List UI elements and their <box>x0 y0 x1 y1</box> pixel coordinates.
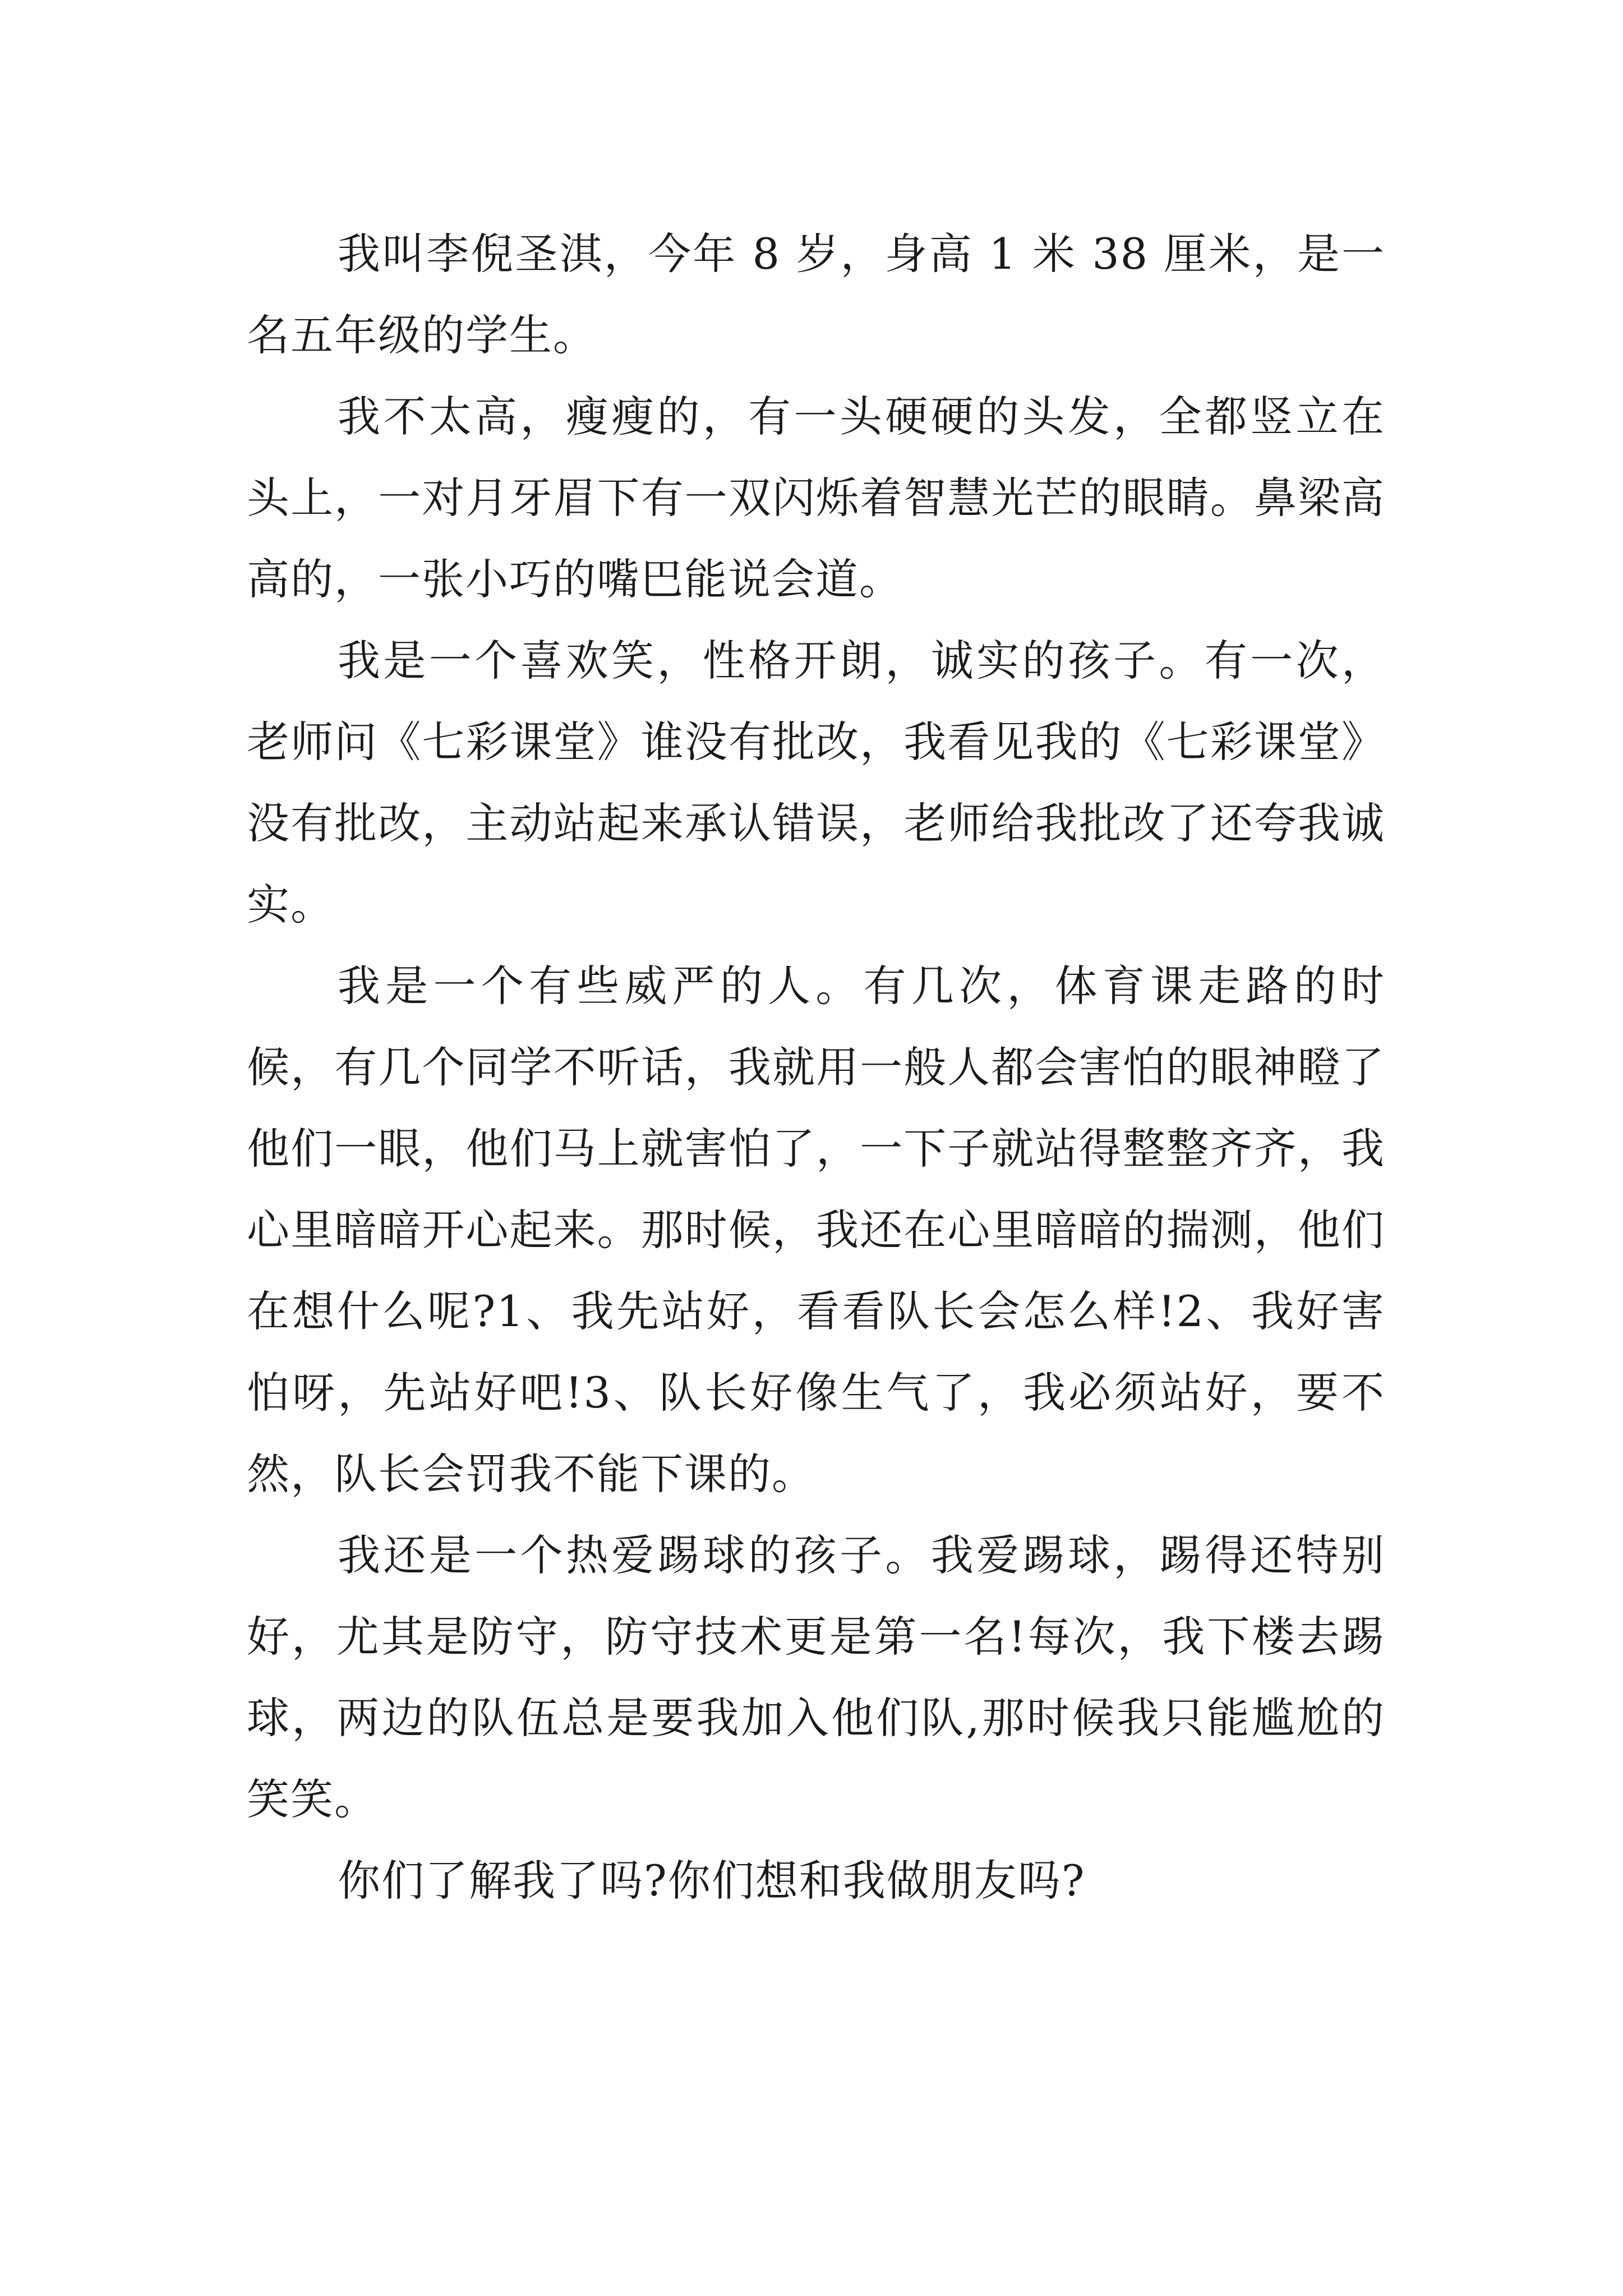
paragraph-3: 我是一个喜欢笑，性格开朗，诚实的孩子。有一次，老师问《七彩课堂》谁没有批改，我看见我的《七彩课堂》没有批改，主动站起来承认错误，老师给我批改了还夸我诚实。 <box>247 636 1385 930</box>
paragraph-1: 我叫李倪圣淇，今年 8 岁，身高 1 米 38 厘米，是一名五年级的学生。 <box>247 229 1385 360</box>
paragraph-5: 我还是一个热爱踢球的孩子。我爱踢球，踢得还特别好，尤其是防守，防守技术更是第一名!每次，我下楼去踢球，两边的队伍总是要我加入他们队,那时候我只能尴尬的笑笑。 <box>247 1530 1385 1824</box>
document-body <box>247 213 1385 1921</box>
paragraph-2: 我不太高，瘦瘦的，有一头硬硬的头发，全都竖立在头上，一对月牙眉下有一双闪烁着智慧光芒的眼睛。鼻梁高高的，一张小巧的嘴巴能说会道。 <box>247 392 1385 604</box>
paragraph-4: 我是一个有些威严的人。有几次，体育课走路的时候，有几个同学不听话，我就用一般人都会害怕的眼神瞪了他们一眼，他们马上就害怕了，一下子就站得整整齐齐，我心里暗暗开心起来。那时候，我还在心里暗暗的揣测，他们在想什么呢?1、我先站好，看看队长会怎么样!2、我好害怕呀，先站好吧!3、队长好像生气了，我必须站好，要不然，队长会罚我不能下课的。 <box>247 961 1385 1499</box>
paragraph-6: 你们了解我了吗?你们想和我做朋友吗? <box>338 1856 1086 1906</box>
